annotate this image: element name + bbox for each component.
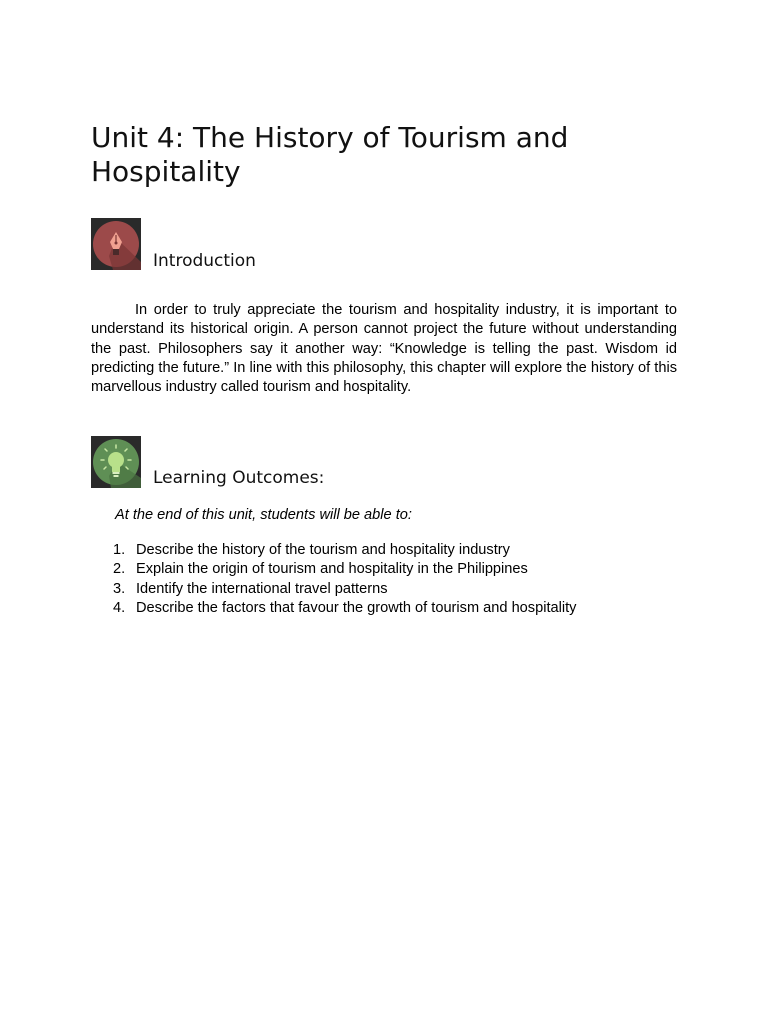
fountain-pen-icon [91,218,141,270]
section-heading-introduction: Introduction [153,251,256,271]
list-item-text: Describe the factors that favour the growth of tourism and hospitality [136,599,577,616]
learning-outcomes-list [91,541,691,618]
list-item-text: Explain the origin of tourism and hospitality in the Philippines [136,561,528,578]
section-heading-learning-outcomes: Learning Outcomes: [153,468,325,488]
list-item-number: 4. [113,599,126,616]
list-item [91,580,691,599]
lightbulb-icon [91,436,141,488]
list-item [91,541,691,560]
learning-outcomes-lead: At the end of this unit, students will be able to: [115,507,412,523]
list-item-number: 3. [113,580,126,597]
page-title: Unit 4: The History of Tourism and Hospitality [91,121,569,188]
list-item-number: 2. [113,561,126,578]
list-item [91,599,691,618]
list-item [91,560,691,579]
list-item-text: Identify the international travel patterns [136,580,388,597]
introduction-paragraph: In order to truly appreciate the tourism and hospitality industry, it is important to understand its historical origin. A person cannot project the future without understanding the past. Philosophers say it another way: “Knowledge is telling the past. Wisdom id predicting the future.” In line with this philosophy, this chapter will explore the history of this marvellous industry called tourism and hospitality. [91,302,677,396]
list-item-text: Describe the history of the tourism and hospitality industry [136,542,510,558]
list-item-number: 1. [113,542,126,558]
